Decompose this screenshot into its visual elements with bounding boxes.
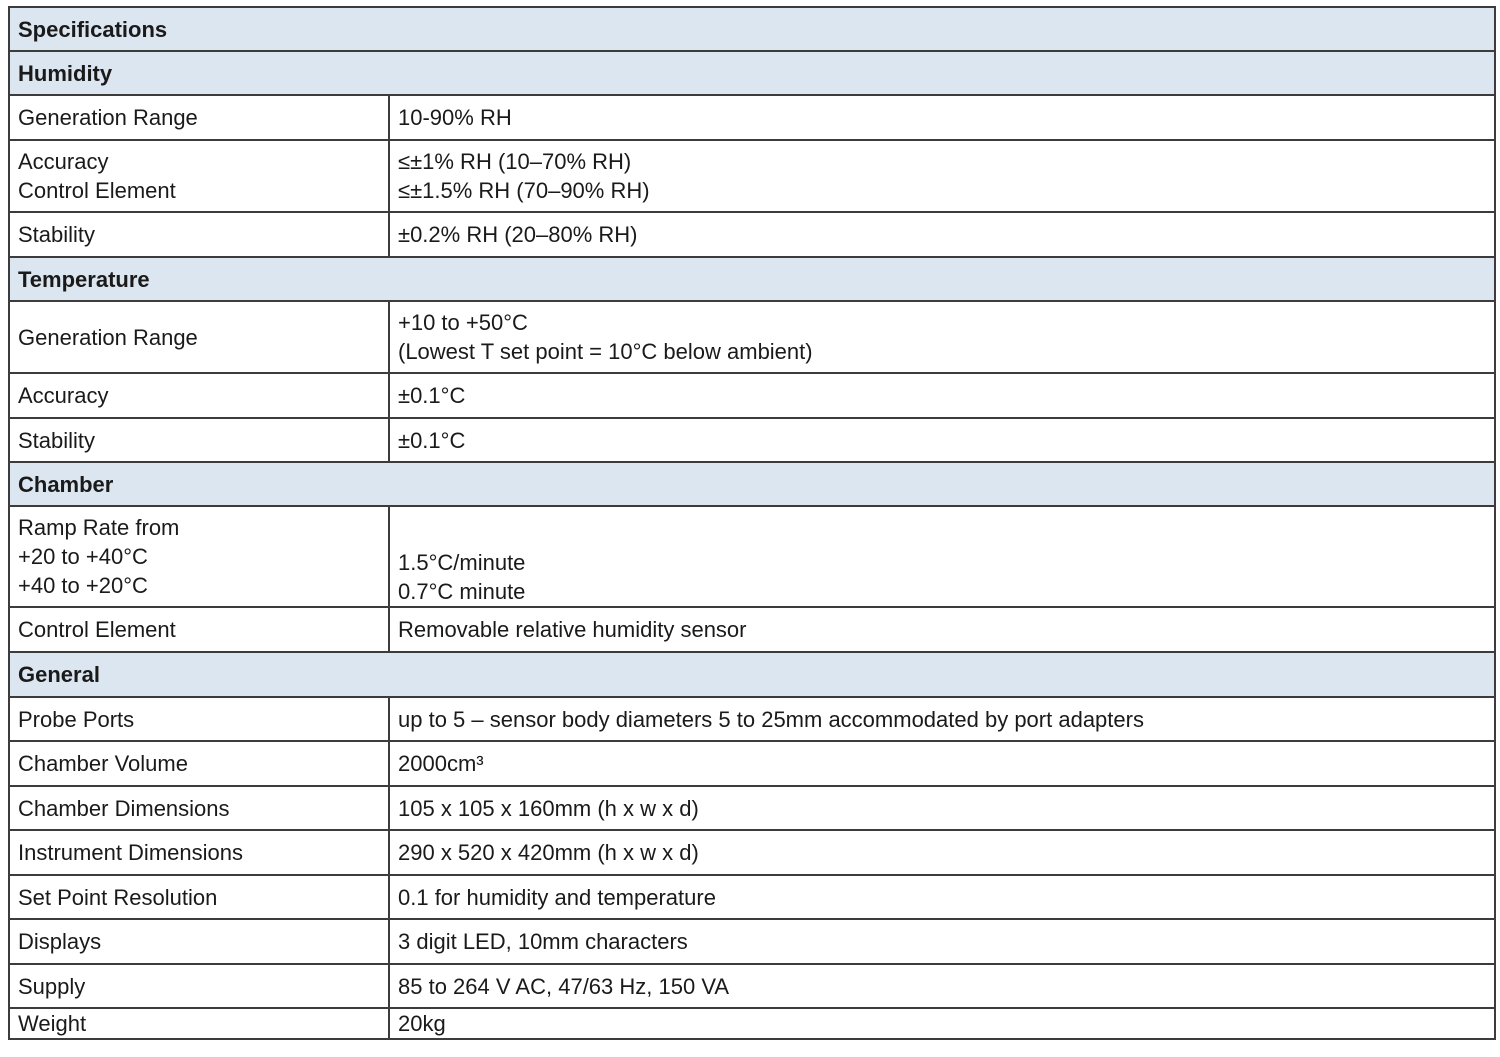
spec-value: up to 5 – sensor body diameters 5 to 25mm accommodated by port adapters <box>389 697 1495 741</box>
spec-label: Generation Range <box>9 95 389 140</box>
table-row <box>9 830 1495 875</box>
table-row <box>9 95 1495 140</box>
table-row <box>9 140 1495 212</box>
spec-value: ±0.1°C <box>389 373 1495 418</box>
spec-value: 0.1 for humidity and temperature <box>389 875 1495 919</box>
table-row <box>9 607 1495 652</box>
spec-label: Set Point Resolution <box>9 875 389 919</box>
table-row <box>9 964 1495 1008</box>
spec-value: 290 x 520 x 420mm (h x w x d) <box>389 830 1495 875</box>
spec-value: 3 digit LED, 10mm characters <box>389 919 1495 964</box>
section-header-general <box>9 652 1495 697</box>
spec-label: Control Element <box>9 607 389 652</box>
spec-value: ±0.1°C <box>389 418 1495 462</box>
table-row <box>9 373 1495 418</box>
table-row <box>9 875 1495 919</box>
table-row <box>9 919 1495 964</box>
spec-label: Generation Range <box>9 301 389 373</box>
table-title: Specifications <box>9 7 1495 51</box>
specifications-table <box>8 6 1496 1040</box>
spec-label: Probe Ports <box>9 697 389 741</box>
section-title: Chamber <box>9 462 1495 506</box>
spec-value: 2000cm³ <box>389 741 1495 786</box>
table-row <box>9 741 1495 786</box>
table-row <box>9 1008 1495 1039</box>
table-row <box>9 301 1495 373</box>
spec-label: Weight <box>9 1008 389 1039</box>
spec-value: 85 to 264 V AC, 47/63 Hz, 150 VA <box>389 964 1495 1008</box>
spec-value: +10 to +50°C (Lowest T set point = 10°C below ambient) <box>389 301 1495 373</box>
table-row <box>9 418 1495 462</box>
spec-label: Displays <box>9 919 389 964</box>
spec-value: 20kg <box>389 1008 1495 1039</box>
table-row <box>9 786 1495 830</box>
spec-label: Chamber Volume <box>9 741 389 786</box>
section-title: General <box>9 652 1495 697</box>
section-header-chamber <box>9 462 1495 506</box>
spec-label: Supply <box>9 964 389 1008</box>
table-row <box>9 506 1495 607</box>
spec-label: Stability <box>9 418 389 462</box>
specifications-table-body <box>9 7 1495 1039</box>
table-row <box>9 697 1495 741</box>
spec-value: Removable relative humidity sensor <box>389 607 1495 652</box>
spec-label: Instrument Dimensions <box>9 830 389 875</box>
spec-value: 105 x 105 x 160mm (h x w x d) <box>389 786 1495 830</box>
spec-label: Accuracy <box>9 373 389 418</box>
table-row <box>9 212 1495 257</box>
spec-value: 10-90% RH <box>389 95 1495 140</box>
spec-label: Chamber Dimensions <box>9 786 389 830</box>
spec-label: Ramp Rate from +20 to +40°C +40 to +20°C <box>9 506 389 607</box>
spec-value: ±0.2% RH (20–80% RH) <box>389 212 1495 257</box>
spec-value: 1.5°C/minute 0.7°C minute <box>389 506 1495 607</box>
spec-value: ≤±1% RH (10–70% RH) ≤±1.5% RH (70–90% RH) <box>389 140 1495 212</box>
spec-label: Stability <box>9 212 389 257</box>
table-title-row <box>9 7 1495 51</box>
section-title: Humidity <box>9 51 1495 95</box>
section-header-temperature <box>9 257 1495 301</box>
section-header-humidity <box>9 51 1495 95</box>
section-title: Temperature <box>9 257 1495 301</box>
spec-label: Accuracy Control Element <box>9 140 389 212</box>
